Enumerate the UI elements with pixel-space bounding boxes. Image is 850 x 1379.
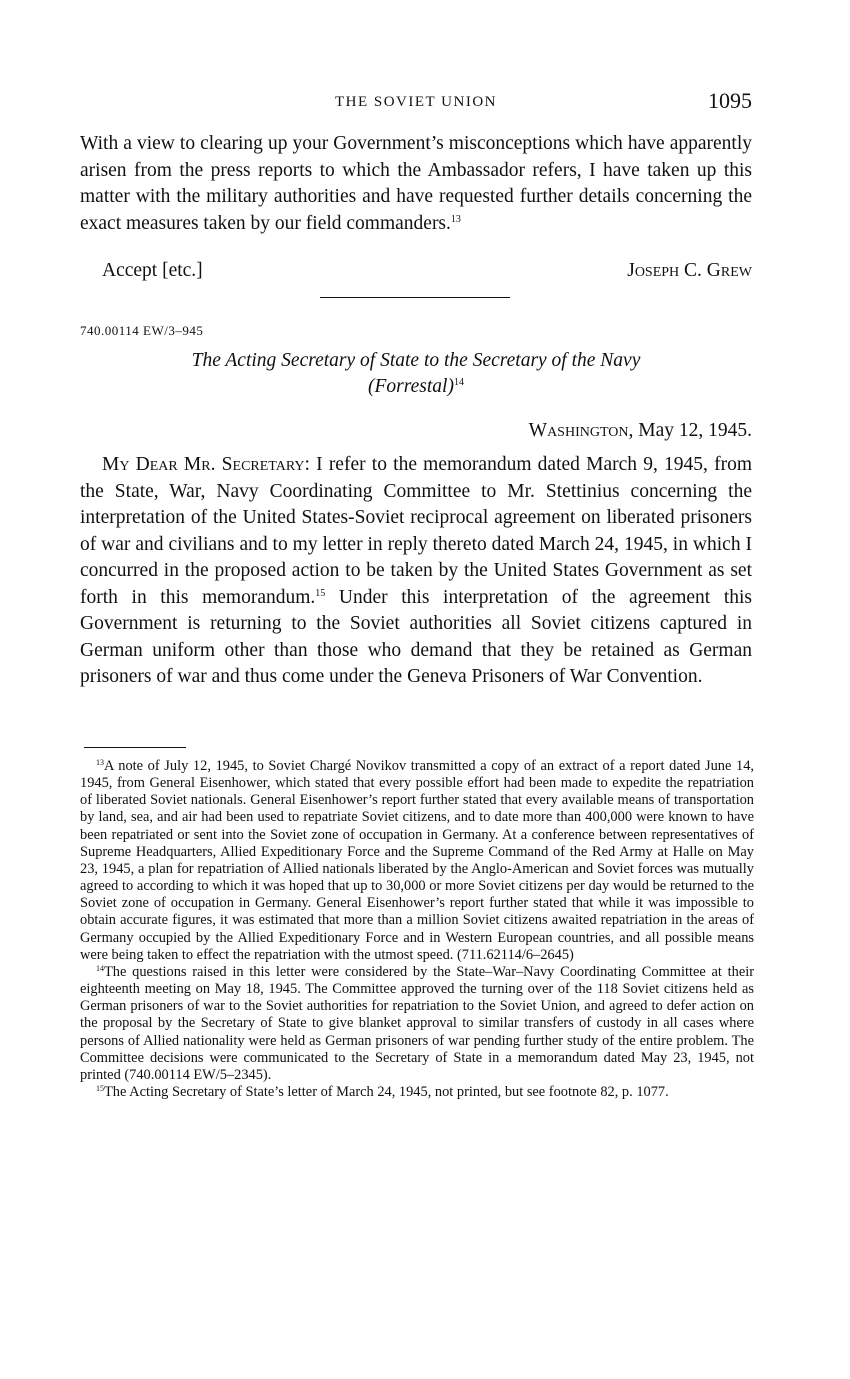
footnote-13	[80, 758, 754, 964]
signature: Joseph C. Grew	[627, 260, 752, 281]
dateline-date: , May 12, 1945.	[628, 420, 752, 441]
letter-body	[80, 452, 752, 691]
dateline-place: Washington	[528, 420, 629, 441]
footnote-divider	[84, 747, 186, 748]
footnote-number: 15	[96, 1083, 104, 1093]
page-number: 1095	[708, 88, 752, 113]
footnote-ref-15[interactable]: 15	[315, 587, 326, 599]
section-divider	[320, 297, 510, 298]
file-number: 740.00114 EW/3–945	[80, 323, 204, 338]
closing-accept: Accept [etc.]	[102, 260, 203, 281]
footnote-text: A note of July 12, 1945, to Soviet Chargé Novikov transmitted a copy of an extract of a report dated June 14, 1945, from General Eisenhower, which stated that every possible effort had been made to expedite the repatriation of liberated Soviet nationals. General Eisenhower’s report further stated that every available means of transportation by land, sea, and air had been used to repatriate Soviet citizens, and to date more than 400,000 were known to have been repatriated or sent into the Soviet zone of occupation in Germany. At a conference between representatives of Supreme Headquarters, Allied Expeditionary Force and the Supreme Command of the Red Army at Halle on May 23, 1945, a plan for repatriation of Allied nationals liberated by the Anglo-American and Soviet forces was mutually agreed to according to which it was hoped that up to 30,000 or more Soviet citizens per day would be returned to the Soviet zone of occupation in Germany. General Eisenhower’s report further stated that while it was impossible to obtain accurate figures, it was estimated that more than a million Soviet citizens awaited repatriation in the areas of Germany occupied by the Allied Expeditionary Force and in Western European countries, and all possible means were being taken to effect the repatriation with the utmost speed. (711.62114/6–2645)	[80, 758, 754, 963]
footnotes	[80, 758, 754, 1101]
footnote-15	[80, 1084, 754, 1101]
footnote-ref-13[interactable]: 13	[450, 213, 461, 225]
footnote-number: 13	[96, 758, 104, 767]
salutation: My Dear Mr. Secretary	[102, 454, 305, 475]
letter-body-part-1: : I refer to the memorandum dated March 9, 1945, from the State, War, Navy Coordinating Committee to Mr. Stettinius concerning the interpretation of the United States-Soviet reciprocal agreement on liberated prisoners of war and civilians and to my letter in reply thereto dated March 24, 1945, in which I concurred in the proposed action to be taken by the United States Government as set forth in this memorandum.	[80, 454, 752, 608]
closing-row	[80, 260, 752, 288]
opening-paragraph	[80, 131, 752, 237]
footnote-text: The Acting Secretary of State’s letter of March 24, 1945, not printed, but see footnote 82, p. 1077.	[104, 1083, 669, 1100]
heading-line-2	[80, 374, 752, 400]
footnote-ref-14[interactable]: 14	[453, 377, 464, 388]
heading-recipient: (Forrestal)	[368, 376, 454, 397]
document-heading	[80, 348, 752, 400]
running-head	[80, 88, 752, 118]
opening-text: With a view to clearing up your Government’s misconceptions which have apparently arisen from the press reports to which the Ambassador refers, I have taken up this matter with the military authorities and have requested further details concerning the exact measures taken by our field commanders.	[80, 133, 752, 234]
dateline	[529, 420, 752, 442]
footnote-14	[80, 964, 754, 1084]
footnote-text: The questions raised in this letter were considered by the State–War–Navy Coordinating Committee at their eighteenth meeting on May 18, 1945. The Committee approved the turning over of the 118 Soviet citizens held as German prisoners of war to the Soviet authorities for repatriation to the Soviet Union, and agreed to defer action on the proposal by the Secretary of State to give blanket approval to similar transfers of custody in all cases where persons of Allied nationality were held as German prisoners of war pending further study of the entire problem. The Committee decisions were communicated to the Secretary of State in a memorandum dated May 23, 1945, not printed (740.00114 EW/5–2345).	[80, 963, 754, 1083]
running-title: THE SOVIET UNION	[334, 94, 498, 110]
heading-line-1: The Acting Secretary of State to the Secretary of the Navy	[191, 350, 641, 371]
footnote-number: 14	[96, 963, 104, 973]
letter-body-block	[80, 452, 752, 691]
letter-body-part-2: Under this interpretation of the agreement this Government is returning to the Soviet authorities all Soviet citizens captured in German uniform other than those who demand that they be retained as German prisoners of war and thus come under the Geneva Prisoners of War Convention.	[80, 586, 752, 687]
opening-paragraph-block	[80, 131, 752, 237]
